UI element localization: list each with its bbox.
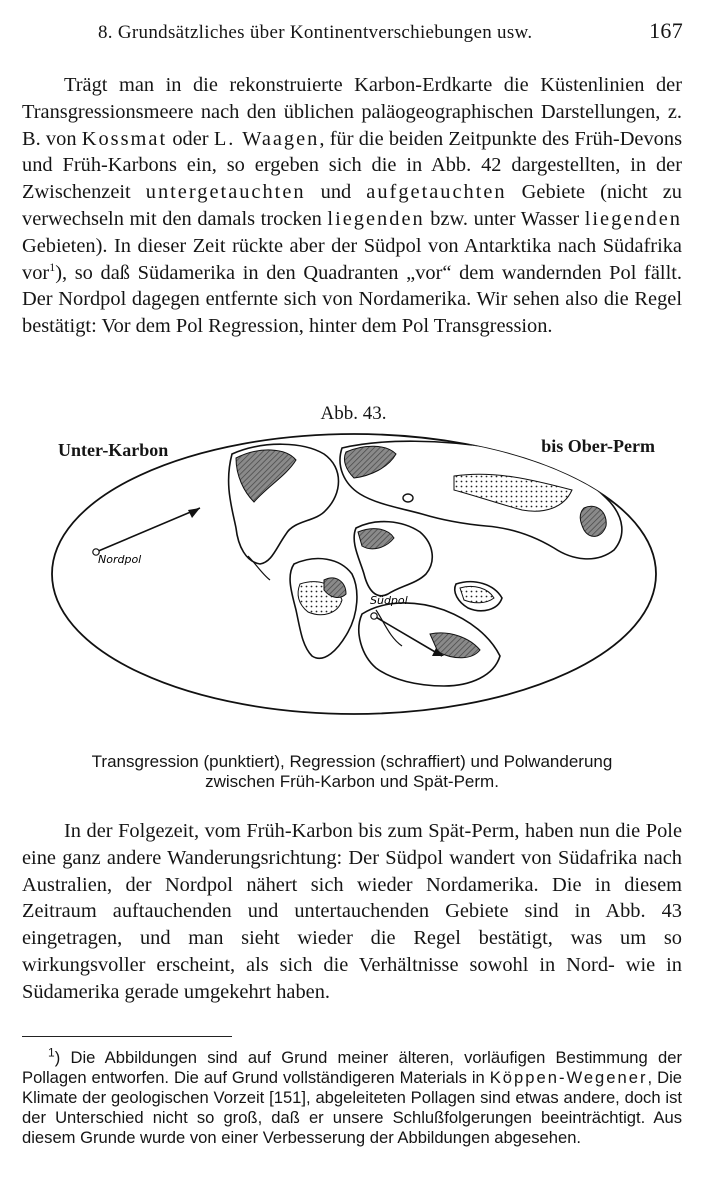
footnote-text: , Die Klimate der geologischen Vorzeit [151], abgeleiteten Pollagen sind etwas andere, doch ist der Unterschied nicht so groß, daß er unsere Schlußfolgerungen beeinträchtigt. Aus diesem Grunde wurde von einer Verbesserung der Abbildungen abgesehen.: [22, 1068, 682, 1147]
footnote-authors: Köppen-Wegener: [489, 1068, 648, 1087]
text-run: bzw. unter Wasser: [424, 207, 585, 230]
island-small: [403, 494, 413, 502]
world-map-figure: [24, 424, 684, 744]
map-svg: [24, 424, 684, 744]
footnote-rule: [22, 1036, 232, 1037]
figure-title-right: bis Ober-Perm: [541, 436, 655, 456]
figure-caption: [22, 752, 682, 792]
footnote: [22, 1045, 682, 1148]
page-number: 167: [649, 18, 683, 43]
north-pole-label: Nordpol: [98, 553, 142, 566]
page-header: [98, 18, 683, 48]
text-run: und: [305, 181, 367, 204]
continents: [229, 441, 622, 686]
text-run: Trägt man in die rekonstruierte Karbon-Erdkarte die Küstenlinien der Transgressionsmeere nach den üblichen paläogeographischen Darstellungen, z. B. von: [22, 74, 682, 150]
paragraph-2: [22, 818, 682, 1006]
footnote-text: ) Die Abbildungen sind auf Grund meiner älteren, vorläufigen Bestimmung der Pollagen entworfen. Die auf Grund vollständigeren Materials in: [22, 1048, 682, 1087]
footnote-marker: 1: [48, 1045, 55, 1060]
paragraph-1: [22, 72, 682, 340]
north-pole-arrowhead: [188, 508, 200, 518]
text-run: Gebiete (nicht zu verwechseln mit den damals trocken: [22, 181, 682, 230]
text-run: , für die beiden Zeitpunkte des Früh-Devons und Früh-Karbons ein, so ergeben sich die in Abb. 42 dargestellten, in der Zwischenzeit: [22, 127, 683, 204]
south-pole-label: Südpol: [370, 594, 408, 607]
text-run: ), so daß Südamerika in den Quadranten „vor“ dem wandernden Pol fällt. Der Nordpol dagegen entfernte sich von Nordamerika. Wir sehen also die Regel bestätigt: Vor dem Pol Regression, hinter dem Pol Transgression.: [22, 261, 682, 338]
emphasis-aufgetauchten: aufgetauchten: [366, 181, 507, 204]
author-kossmat: Kossmat: [81, 127, 168, 150]
emphasis-untergetauchten: untergetauchten: [145, 181, 306, 204]
figure-label: Abb. 43.: [320, 403, 387, 424]
emphasis-liegenden: liegenden: [584, 207, 682, 230]
caption-line-1: Transgression (punktiert), Regression (schraffiert) und Polwanderung: [91, 752, 613, 771]
text-run: oder: [167, 127, 214, 150]
running-title: 8. Grundsätzliches über Kontinentverschiebungen usw.: [98, 22, 533, 43]
author-waagen: L. Waagen: [213, 127, 320, 150]
caption-line-2: zwischen Früh-Karbon und Spät-Perm.: [205, 772, 499, 791]
south-pole-marker: [371, 613, 377, 619]
north-pole-arrow: [96, 508, 200, 552]
text-run: Gebieten). In dieser Zeit rückte aber der Südpol von Antarktika nach Südafrika vor: [22, 234, 682, 284]
figure-title-left: Unter-Karbon: [58, 440, 169, 460]
emphasis-liegenden: liegenden: [327, 207, 425, 230]
paragraph-2-text: In der Folgezeit, vom Früh-Karbon bis zum Spät-Perm, haben nun die Pole eine ganz andere Wanderungsrichtung: Der Südpol wandert von Südafrika nach Australien, der Nordpol nähert sich wieder Nordamerika. Die in diesem Zeitraum auftauchenden und untertauchenden Gebiete sind in Abb. 43 eingetragen, und man sieht wieder die Regel bestätigt, was um so wirkungsvoller erscheint, als sich die Verhältnisse sowohl in Nord- wie in Südamerika gerade umgekehrt haben.: [22, 820, 682, 1003]
footnote-reference[interactable]: 1: [49, 259, 56, 274]
